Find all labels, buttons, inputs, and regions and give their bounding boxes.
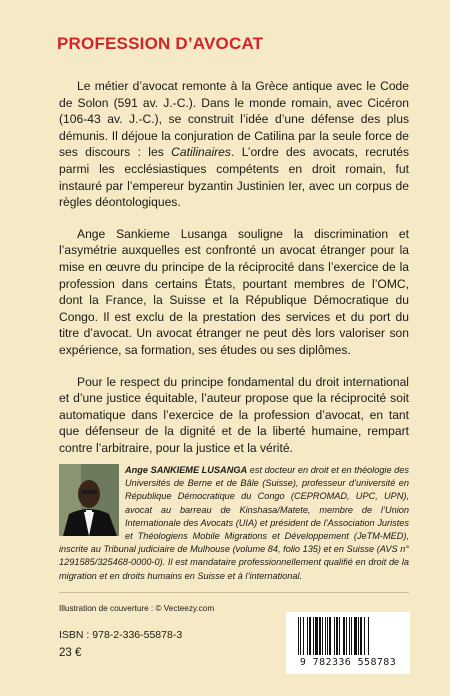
barcode-bars [294,617,402,657]
illustration-credit: Illustration de couverture : © Vecteezy.com [59,604,215,613]
back-cover-title: PROFESSION D’AVOCAT [57,34,264,53]
summary-paragraph-3: Pour le respect du principe fondamental du droit international et d’une justice équitable, l’auteur propose que la réciprocité soit automatique dans l’exercice de la profession d’avocat, en tant que défenseur de la dignité et de la liberté humaine, rempart contre l’arbitraire, pour la justice et la vérité. [59,374,409,455]
catilinaires-title: Catilinaires [171,145,231,160]
author-bio-text: est docteur en droit et en théologie des Universités de Berne et de Bâle (Suisse), professeur d’université en République Démocratique du Congo (CEPROMAD, UPC, UPN), avocat au barreau de Kinshasa/Matete, membre de l’Union Internationale des Avocats (UIA) et président de l’Association Juristes et Théologiens Mobile Migrations et Développement (JeTM-MED), inscrite au Tribunal judiciaire de Mulhouse (volume 84, folio 135) et en Suisse (AVS n° 1291585/325468-0000-0). Il est mandataire professionnellement qualifié en droit de la migration et en droits humains en Suisse et à l’international. [59,465,410,581]
section-divider [59,592,409,593]
paragraph-1-part-2: . L’ordre des avocats, recrutés parmi les ecclésiastiques compétents en droit romain, fut instauré par l’empereur byzantin Justinien Ier, avec un corpus de règles déontologiques. [59,145,409,210]
summary-paragraph-2: Ange Sankieme Lusanga souligne la discrimination et l’asymétrie auxquelles est confronté un avocat étranger pour la mise en œuvre du principe de la réciprocité dans l’exercice de la profession dans certains États, pourtant membres de l’OMC, dont la France, la Suisse et la République Démocratique du Congo. Il est exclu de la prestation des services et du port du titre d’avocat. Un avocat étranger ne peut dès lors valoriser son expérience, sa formation, ses études ou ses diplômes. [59,226,409,357]
author-section [59,464,409,583]
author-photo [59,464,119,536]
price: 23 € [59,647,82,659]
summary-text [59,78,409,471]
summary-paragraph-1 [59,78,409,211]
isbn-barcode [286,612,410,674]
author-name: Ange SANKIEME LUSANGA [125,465,248,475]
paragraph-1-part-1: Le métier d’avocat remonte à la Grèce antique avec le Code de Solon (591 av. J.-C.). Dans le monde romain, avec Cicéron (106-43 av. J.-C.), se construit l’idée d’une défense des plus démunis. Il déjoue la conjuration de Catilina par la seule force de ses discours : les [59,79,409,160]
barcode-digits: 9 782336 558783 [299,657,397,668]
isbn: ISBN : 978-2-336-55878-3 [59,629,183,641]
